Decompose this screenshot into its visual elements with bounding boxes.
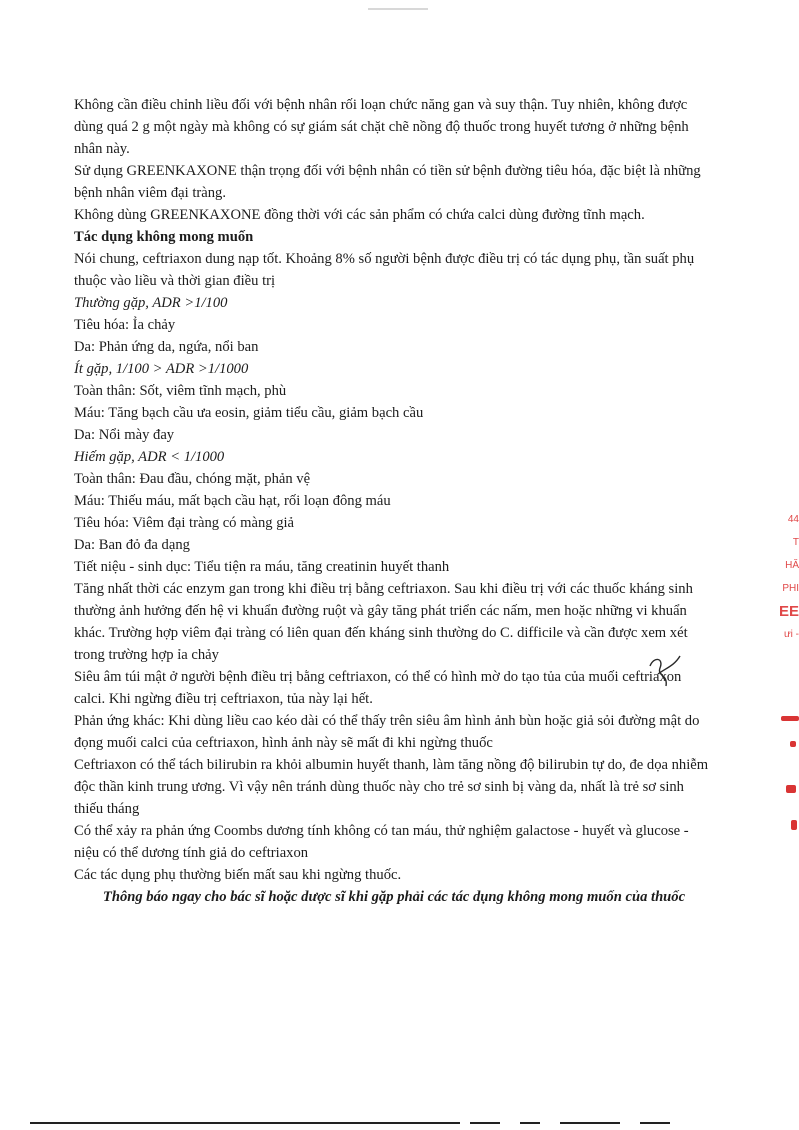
- paragraph: Siêu âm túi mật ở người bệnh điều trị bằng ceftriaxon, có thể có hình mờ do tạo tủa của muối ceftriaxon calci. Khi ngừng điều trị ceftriaxon, tủa này lại hết.: [74, 669, 682, 707]
- stamp-text-fragment: 44: [787, 514, 799, 525]
- paragraph: Toàn thân: Sốt, viêm tĩnh mạch, phù: [74, 383, 287, 399]
- paragraph: Tiết niệu - sinh dục: Tiểu tiện ra máu, tăng creatinin huyết thanh: [74, 559, 450, 575]
- footer-rule: [30, 1122, 460, 1124]
- paragraph: Da: Phản ứng da, ngứa, nổi ban: [74, 339, 259, 355]
- red-mark: [781, 716, 799, 721]
- document-body: [74, 94, 714, 908]
- paragraph: Da: Nổi mày đay: [74, 427, 175, 443]
- paragraph: Tiêu hóa: Ỉa chảy: [74, 317, 176, 333]
- footer-rule: [560, 1122, 620, 1124]
- paragraph: Không dùng GREENKAXONE đồng thời với các sản phẩm có chứa calci dùng đường tĩnh mạch.: [74, 207, 645, 223]
- paragraph: Các tác dụng phụ thường biến mất sau khi ngừng thuốc.: [74, 867, 402, 883]
- handwritten-signature-mark: [644, 652, 684, 692]
- paragraph: Tiêu hóa: Viêm đại tràng có màng giả: [74, 515, 295, 531]
- stamp-text-fragment: ưi -: [783, 629, 799, 640]
- frequency-label: Hiếm gặp, ADR < 1/1000: [74, 449, 225, 465]
- stamp-text-fragment: T: [792, 537, 799, 548]
- stamp-text-fragment: EE: [778, 603, 799, 620]
- footer-rule: [470, 1122, 500, 1124]
- footer-rule: [520, 1122, 540, 1124]
- stamp-text-fragment: HĂ: [785, 560, 799, 571]
- red-mark: [790, 741, 796, 747]
- paragraph: Máu: Tăng bạch cầu ưa eosin, giảm tiểu cầu, giảm bạch cầu: [74, 405, 424, 421]
- paragraph: Có thể xảy ra phản ứng Coombs dương tính không có tan máu, thử nghiệm galactose - huyết và glucose - niệu có thể dương tính giả do ceftriaxon: [74, 823, 689, 861]
- paragraph: Ceftriaxon có thể tách bilirubin ra khỏi albumin huyết thanh, làm tăng nồng độ bilirubin tự do, đe dọa nhiễm độc thần kinh trung ương. Vì vậy nên tránh dùng thuốc này cho trẻ sơ sinh bị vàng da, nhất là trẻ sơ sinh thiếu tháng: [74, 757, 709, 817]
- paragraph: Toàn thân: Đau đầu, chóng mặt, phản vệ: [74, 471, 311, 487]
- paragraph: Tăng nhất thời các enzym gan trong khi điều trị bằng ceftriaxon. Sau khi điều trị với các thuốc kháng sinh thường ảnh hưởng đến hệ vi khuẩn đường ruột và gây tăng phát triển các nấm, men hoặc những vi khuẩn khác. Trường hợp viêm đại tràng có liên quan đến kháng sinh thường do C. difficile và cần được xem xét trong trường hợp ỉa chảy: [74, 581, 693, 663]
- paragraph: Máu: Thiếu máu, mất bạch cầu hạt, rối loạn đông máu: [74, 493, 391, 509]
- paragraph: Sử dụng GREENKAXONE thận trọng đối với bệnh nhân có tiền sử bệnh đường tiêu hóa, đặc biệt là những bệnh nhân viêm đại tràng.: [74, 163, 701, 201]
- scan-smudge: [368, 8, 428, 10]
- notice-text: Thông báo ngay cho bác sĩ hoặc dược sĩ khi gặp phải các tác dụng không mong muốn của thuốc: [102, 889, 686, 905]
- paragraph: Phản ứng khác: Khi dùng liều cao kéo dài có thể thấy trên siêu âm hình ảnh bùn hoặc giả sỏi đường mật do đọng muối calci của ceftriaxon, hình ảnh này sẽ mất đi khi ngừng thuốc: [74, 713, 700, 751]
- section-heading: Tác dụng không mong muốn: [74, 229, 254, 245]
- frequency-label: Ít gặp, 1/100 > ADR >1/1000: [74, 361, 249, 377]
- stamp-text-fragment: PHI: [782, 583, 799, 594]
- red-stamp-fragment: [772, 508, 799, 658]
- paragraph: Da: Ban đỏ đa dạng: [74, 537, 190, 553]
- red-mark: [786, 785, 796, 793]
- footer-rule: [640, 1122, 670, 1124]
- red-mark: [791, 820, 797, 830]
- frequency-label: Thường gặp, ADR >1/100: [74, 295, 228, 311]
- paragraph: Nói chung, ceftriaxon dung nạp tốt. Khoảng 8% số người bệnh được điều trị có tác dụng phụ, tần suất phụ thuộc vào liều và thời gian điều trị: [74, 251, 695, 289]
- paragraph: Không cần điều chỉnh liều đối với bệnh nhân rối loạn chức năng gan và suy thận. Tuy nhiên, không được dùng quá 2 g một ngày mà không có sự giám sát chặt chẽ nồng độ thuốc trong huyết tương ở những bệnh nhân này.: [74, 97, 689, 157]
